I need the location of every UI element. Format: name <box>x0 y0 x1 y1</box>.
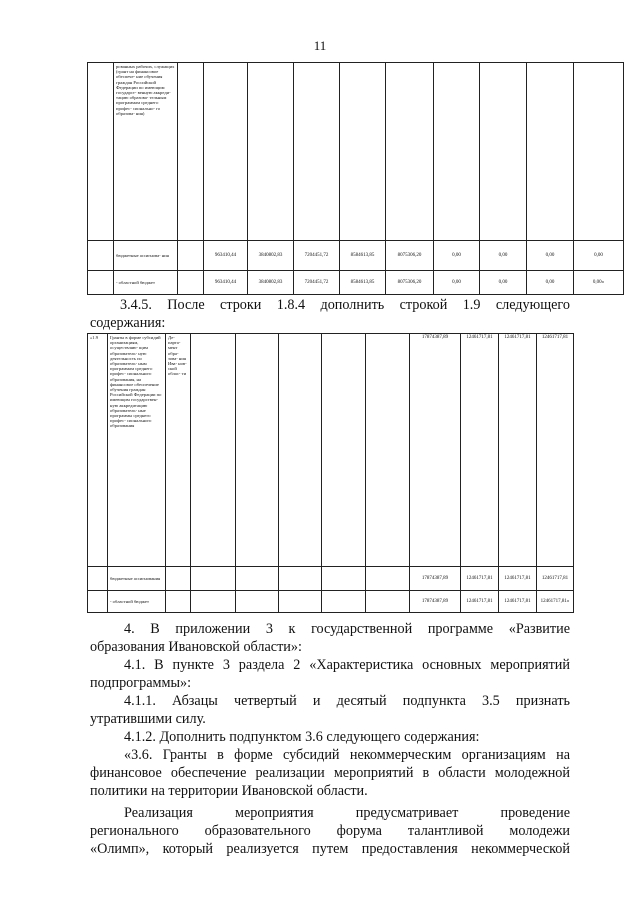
table-cell: 3840802,83 <box>248 241 294 271</box>
table-row <box>88 271 624 295</box>
table-cell: 12461717,81» <box>537 591 574 613</box>
table-cell: 7204451,72 <box>294 271 340 295</box>
table-cell: 0,00» <box>574 271 624 295</box>
table-cell: 0,00 <box>527 241 574 271</box>
table2-desc-cell: Гранты в форме субсидий организациям, осуществляю- щим образователь- ную деятельность по образователь- ным программам среднего профес- сионального образования, на финансовое обеспечение обучения граждан Российской Федерации по имеющим государствен- ную аккредитацию образователь- ные программы среднего профес- сионального образования <box>108 334 166 567</box>
table-cell: 3840802,83 <box>248 271 294 295</box>
table-row <box>88 591 574 613</box>
table-cell: 0,00 <box>574 241 624 271</box>
table-cell: 12461717,81 <box>461 567 499 591</box>
table-cell: 0,00 <box>527 271 574 295</box>
paragraph-36-line3: политики на территории Ивановской области. <box>90 783 368 799</box>
budget-table-new-row <box>87 333 574 613</box>
row-number: «1.9 <box>88 334 108 567</box>
table-cell: 12461717,81 <box>461 334 499 567</box>
table-cell: 8584613,85 <box>340 241 386 271</box>
table-row <box>88 334 574 567</box>
paragraph-411-cont: утратившими силу. <box>90 711 206 727</box>
paragraph-realization: Реализация мероприятия предусматривает проведение <box>124 805 570 821</box>
paragraph-345-cont: содержания: <box>90 315 166 331</box>
table-row <box>88 567 574 591</box>
table-cell: 7204451,72 <box>294 241 340 271</box>
row-label: бюджетные ассигнова- ния <box>114 241 178 271</box>
table-cell: 12461717,81 <box>537 567 574 591</box>
table-cell: 17874387,89 <box>410 567 461 591</box>
table1-desc-cell: рованных рабочих, служащих (грант на финансовое обеспече- ние обучения граждан Российской Федерации по имеющим государст- венную аккреди- тацию образова- тельным программам среднего профес- сионально- го образова- ния) <box>114 63 178 241</box>
paragraph-36: «3.6. Гранты в форме субсидий некоммерческим организациям на <box>124 747 570 763</box>
table-cell: 12461717,81 <box>537 334 574 567</box>
paragraph-411: 4.1.1. Абзацы четвертый и десятый подпункта 3.5 признать <box>124 693 570 709</box>
row-label: - областной бюджет <box>114 271 178 295</box>
table2-dept-cell: Де- парта- мент обра- зова- ния Ива- нов- ской облас- ти <box>166 334 191 567</box>
page-number: 11 <box>313 38 327 53</box>
row-label: - областной бюджет <box>108 591 166 613</box>
paragraph-4-cont: образования Ивановской области»: <box>90 639 302 655</box>
table-cell: 8075306,20 <box>386 271 434 295</box>
paragraph-345: 3.4.5. После строки 1.8.4 дополнить строкой 1.9 следующего <box>120 297 570 313</box>
row-label: бюджетные ассигнования <box>108 567 166 591</box>
table-cell: 0,00 <box>480 271 527 295</box>
paragraph-41: 4.1. В пункте 3 раздела 2 «Характеристика основных мероприятий <box>124 657 570 673</box>
paragraph-36-line2: финансовое обеспечение реализации мероприятий в области молодежной <box>90 765 570 781</box>
table-cell: 12461717,81 <box>499 567 537 591</box>
table-cell: 0,00 <box>434 271 480 295</box>
table-row <box>88 241 624 271</box>
table-cell: 12461717,81 <box>499 591 537 613</box>
paragraph-4: 4. В приложении 3 к государственной программе «Развитие <box>124 621 570 637</box>
paragraph-41-cont: подпрограммы»: <box>90 675 192 691</box>
budget-table-continuation <box>87 62 624 295</box>
table-cell: 17874387,89 <box>410 334 461 567</box>
table-cell: 963410,44 <box>204 241 248 271</box>
table-cell: 0,00 <box>480 241 527 271</box>
table-cell: 0,00 <box>434 241 480 271</box>
table-cell: 963410,44 <box>204 271 248 295</box>
table-cell: 8584613,85 <box>340 271 386 295</box>
table-cell: 12461717,81 <box>461 591 499 613</box>
paragraph-412: 4.1.2. Дополнить подпунктом 3.6 следующего содержания: <box>124 729 480 745</box>
table-cell: 17874387,89 <box>410 591 461 613</box>
table-cell: 12461717,81 <box>499 334 537 567</box>
table-cell: 8075306,20 <box>386 241 434 271</box>
table-row <box>88 63 624 241</box>
paragraph-realization-line2: регионального образовательного форума талантливой молодежи <box>90 823 570 839</box>
paragraph-realization-line3: «Олимп», который реализуется путем предоставления некоммерческой <box>90 841 570 857</box>
